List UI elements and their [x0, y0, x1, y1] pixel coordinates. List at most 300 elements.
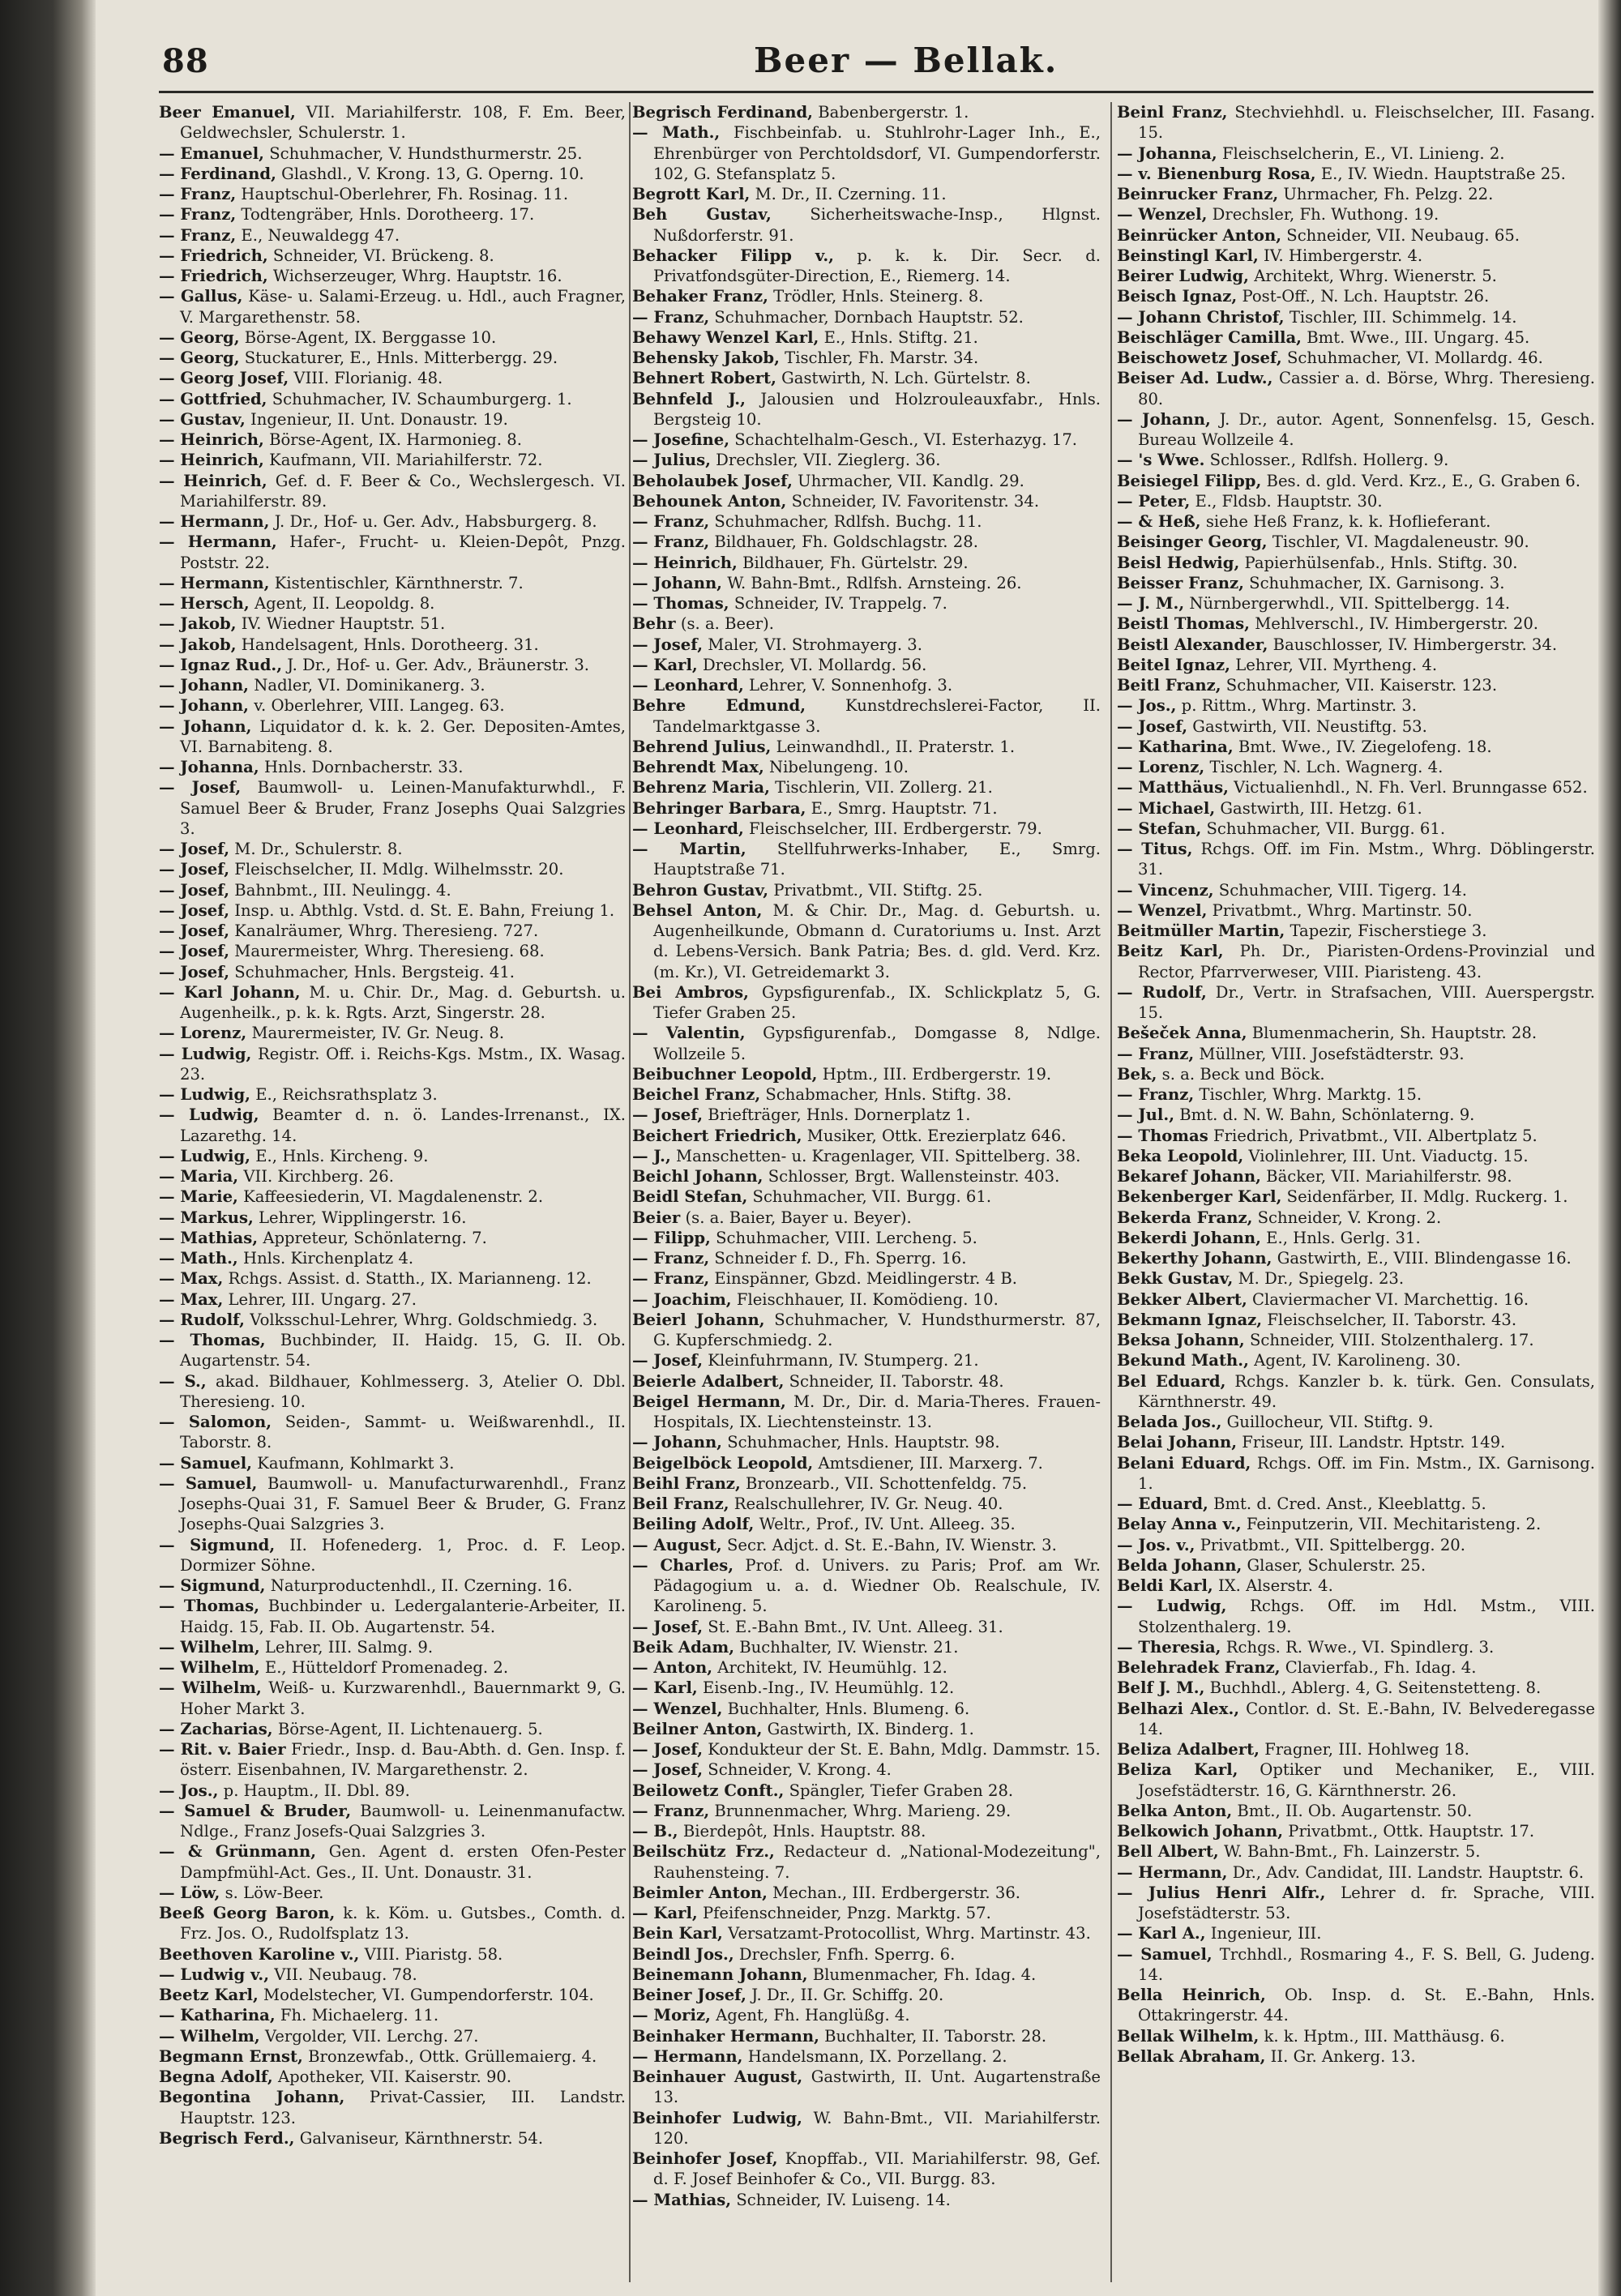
entry-headword: — Ludwig v., — [159, 1965, 270, 1984]
directory-entry — [632, 839, 1101, 880]
entry-headword: — Sigmund, — [159, 1535, 276, 1554]
directory-entry — [159, 1678, 626, 1719]
directory-entry — [632, 737, 1101, 757]
directory-entry — [1117, 1453, 1595, 1494]
entry-details: Buchbinder, II. Haidg. 15, G. II. Ob. Augartenstr. 54. — [180, 1331, 626, 1370]
entry-details: Mechan., III. Erdbergerstr. 36. — [767, 1883, 1021, 1902]
entry-details: Schuhmacher, IV. Schaumburgerg. 1. — [267, 389, 572, 408]
directory-entry — [159, 1781, 626, 1801]
entry-headword: — Josef, — [632, 1617, 704, 1636]
entry-headword: — Emanuel, — [159, 143, 264, 163]
entry-details: Glashdl., V. Krong. 13, G. Operng. 10. — [276, 164, 584, 183]
entry-details: Schuhmacher, VII. Kaiserstr. 123. — [1221, 676, 1498, 695]
entry-headword: — Johann, — [632, 573, 723, 592]
entry-headword: — Friedrich, — [159, 267, 268, 285]
entry-details: Schuhmacher, VIII. Tigerg. 14. — [1213, 880, 1467, 900]
entry-details: Spängler, Tiefer Graben 28. — [784, 1781, 1014, 1800]
directory-entry — [159, 1739, 626, 1781]
directory-entry — [1117, 573, 1595, 593]
entry-headword: Begontina Johann, — [159, 2088, 345, 2107]
entry-headword: Beilschütz Frz., — [632, 1842, 775, 1862]
entry-headword: Behnert Robert, — [632, 369, 776, 388]
entry-headword: Beinhofer Josef, — [632, 2149, 778, 2168]
entry-headword: — Wenzel, — [1117, 900, 1208, 920]
entry-details: Drechsler, VI. Mollardg. 56. — [697, 655, 927, 674]
directory-entry — [1117, 1084, 1595, 1105]
entry-details: Rchgs. Kanzler b. k. türk. Gen. Consulats, Kärnthnerstr. 49. — [1138, 1371, 1595, 1411]
directory-column-2 — [632, 102, 1101, 2282]
entry-headword: Behre Edmund, — [632, 696, 806, 716]
directory-entry — [159, 1044, 626, 1085]
entry-details: Wichserzeuger, Whrg. Hauptstr. 16. — [267, 267, 562, 285]
entry-details: Bauschlosser, IV. Himbergerstr. 34. — [1268, 635, 1558, 654]
entry-headword: Beibuchner Leopold, — [632, 1064, 818, 1084]
entry-headword: — Leonhard, — [632, 819, 744, 838]
directory-entry — [1117, 1576, 1595, 1596]
entry-details: Gastwirth, E., VIII. Blindengasse 16. — [1272, 1249, 1572, 1268]
entry-details: Maurermeister, IV. Gr. Neug. 8. — [246, 1024, 505, 1043]
directory-entry — [1117, 1371, 1595, 1413]
entry-details: Hnls. Dornbacherstr. 33. — [259, 758, 464, 776]
entry-details: E., Hütteldorf Promenadeg. 2. — [259, 1658, 509, 1677]
entry-headword: Beer Emanuel, — [159, 103, 296, 122]
entry-headword: Beischowetz Josef, — [1117, 348, 1282, 367]
entry-details: Bäcker, VII. Mariahilferstr. 98. — [1260, 1167, 1512, 1186]
entry-headword: — Wilhelm, — [159, 1658, 260, 1677]
directory-entry — [159, 471, 626, 512]
directory-entry — [159, 880, 626, 900]
entry-details: Tischler, Whrg. Marktg. 15. — [1194, 1085, 1422, 1104]
entry-details: akad. Bildhauer, Kohlmesserg. 3, Atelier O. Dbl. Theresieng. 10. — [180, 1371, 626, 1411]
entry-details: Amtsdiener, III. Marxerg. 7. — [813, 1453, 1043, 1473]
entry-details: Privatbmt., VII. Spittelbergg. 20. — [1195, 1535, 1465, 1554]
entry-headword: Beh Gustav, — [632, 205, 772, 224]
directory-entry — [159, 757, 626, 777]
directory-entry — [632, 655, 1101, 675]
entry-headword: — Georg, — [159, 348, 240, 367]
directory-entry — [1117, 1228, 1595, 1248]
entry-details: Baumwoll- u. Manufacturwarenhdl., Franz Josephs-Quai 31, F. Samuel Beer & Bruder, G. Franz Josephs-Quai Salzgries 3. — [180, 1473, 626, 1534]
directory-entry — [1117, 1514, 1595, 1534]
directory-entry — [1117, 307, 1595, 327]
entry-details: Gef. d. F. Beer & Co., Wechslergesch. VI. Mariahilferstr. 89. — [180, 471, 626, 511]
entry-details: Schneider, VIII. Stolzenthalerg. 17. — [1244, 1331, 1534, 1349]
directory-entry — [159, 655, 626, 675]
directory-entry — [632, 1371, 1101, 1392]
entry-headword: Bešeček Anna, — [1117, 1024, 1247, 1043]
entry-details: Schuhmacher, Hnls. Bergsteig. 41. — [229, 962, 515, 981]
directory-entry — [159, 1903, 626, 1944]
directory-entry — [1117, 757, 1595, 777]
directory-entry — [632, 819, 1101, 839]
directory-entry — [159, 2087, 626, 2128]
entry-headword: Beistl Thomas, — [1117, 614, 1250, 634]
entry-details: Post-Off., N. Lch. Hauptstr. 26. — [1237, 287, 1490, 306]
directory-entry — [632, 1781, 1101, 1801]
entry-headword: — August, — [632, 1535, 722, 1554]
entry-details: Gypsfigurenfab., IX. Schlickplatz 5, G. Tiefer Graben 25. — [653, 982, 1101, 1022]
entry-headword: — Wilhelm, — [159, 1678, 262, 1698]
entry-details: Schabmacher, Hnls. Stiftg. 38. — [760, 1085, 1012, 1104]
entry-headword: Bek, — [1117, 1064, 1157, 1084]
directory-column-3 — [1117, 102, 1595, 2282]
entry-details: VIII. Piaristg. 58. — [359, 1944, 503, 1964]
directory-entry — [1117, 1657, 1595, 1678]
directory-entry — [1117, 1330, 1595, 1350]
entry-details: E., Smrg. Hauptstr. 71. — [806, 798, 998, 818]
entry-headword: — Franz, — [1117, 1085, 1195, 1104]
directory-entry — [159, 1944, 626, 1965]
entry-headword: Beindl Jos., — [632, 1944, 734, 1964]
directory-entry — [1117, 1841, 1595, 1862]
entry-headword: — Thomas — [1117, 1126, 1208, 1145]
directory-entry — [632, 2026, 1101, 2046]
entry-details: Baumwoll- u. Leinenmanufactw. Ndlge., Franz Josefs-Quai Salzgries 3. — [180, 1801, 626, 1841]
entry-details: Optiker und Mechaniker, E., VIII. Josefstädterstr. 16, G. Kärnthnerstr. 26. — [1138, 1760, 1595, 1800]
entry-details: E., Hnls. Gerlg. 31. — [1260, 1228, 1421, 1247]
entry-details: Buchhalter, IV. Wienstr. 21. — [734, 1637, 959, 1657]
entry-headword: Beholaubek Josef, — [632, 471, 793, 490]
entry-headword: — Gallus, — [159, 287, 243, 306]
entry-details: Schneider, V. Krong. 2. — [1252, 1208, 1442, 1227]
entry-details: Kondukteur der St. E. Bahn, Mdlg. Dammstr. 15. — [703, 1740, 1101, 1759]
entry-headword: Beichl Johann, — [632, 1167, 763, 1186]
entry-details: Hptm., III. Erdbergerstr. 19. — [817, 1064, 1052, 1084]
entry-headword: — Ludwig, — [159, 1044, 252, 1063]
entry-headword: — Josef, — [632, 1105, 704, 1125]
entry-headword: Bekker Albert, — [1117, 1289, 1247, 1309]
entry-details: Sicherheitswache-Insp., Hlgnst. Nußdorferstr. 91. — [653, 205, 1101, 245]
directory-entry — [632, 2067, 1101, 2108]
directory-entry — [632, 122, 1101, 184]
directory-entry — [632, 307, 1101, 327]
entry-headword: Beiser Ad. Ludw., — [1117, 369, 1273, 388]
directory-entry — [159, 921, 626, 941]
directory-entry — [632, 1944, 1101, 1965]
entry-headword: — Math., — [159, 1249, 238, 1268]
entry-headword: Beinl Franz, — [1117, 103, 1228, 122]
entry-details: Hauptschul-Oberlehrer, Fh. Rosinag. 11. — [236, 185, 569, 203]
page-gutter-shadow — [0, 0, 96, 2296]
entry-details: Knopffab., VII. Mariahilferstr. 98, Gef. d. F. Josef Beinhofer & Co., VII. Burgg. 83. — [653, 2149, 1101, 2189]
entry-details: Buchbinder u. Ledergalanterie-Arbeiter, II. Haidg. 15, Fab. II. Ob. Augartenstr. 54. — [180, 1597, 626, 1636]
directory-entry — [1117, 1126, 1595, 1146]
entry-headword: — Franz, — [632, 1249, 710, 1268]
entry-headword: Beirer Ludwig, — [1117, 267, 1249, 285]
directory-entry — [632, 695, 1101, 737]
directory-entry — [159, 2005, 626, 2025]
entry-headword: — Ignaz Rud., — [159, 655, 283, 674]
directory-entry — [1117, 1350, 1595, 1370]
entry-headword: Beetz Karl, — [159, 1986, 259, 2004]
entry-details: Manschetten- u. Kragenlager, VII. Spittelberg. 38. — [670, 1146, 1081, 1165]
directory-entry — [1117, 941, 1595, 982]
entry-details: Architekt, Whrg. Wienerstr. 5. — [1248, 267, 1497, 285]
entry-headword: — Eduard, — [1117, 1494, 1208, 1513]
directory-entry — [632, 1617, 1101, 1637]
entry-details: Appreteur, Schönlaterng. 7. — [258, 1228, 487, 1247]
entry-details: J. Dr., autor. Agent, Sonnenfelsg. 15, Gesch. Bureau Wollzeile 4. — [1138, 409, 1595, 449]
entry-details: Bes. d. gld. Verd. Krz., E., G. Graben 6. — [1261, 471, 1580, 490]
entry-headword: — Johann, — [159, 676, 250, 695]
column-divider — [1110, 102, 1112, 2282]
directory-entry — [632, 1535, 1101, 1555]
entry-headword: — Thomas, — [632, 594, 729, 613]
entry-headword: Beldi Karl, — [1117, 1576, 1213, 1595]
entry-details: Lehrer, Wipplingerstr. 16. — [253, 1208, 467, 1227]
directory-entry — [1117, 1555, 1595, 1576]
entry-headword: — Ludwig, — [159, 1146, 250, 1165]
entry-headword: Belda Johann, — [1117, 1555, 1242, 1575]
directory-entry — [632, 900, 1101, 982]
directory-entry — [632, 246, 1101, 287]
entry-headword: Beliza Adalbert, — [1117, 1740, 1260, 1759]
directory-entry — [632, 348, 1101, 368]
entry-headword: — Josefine, — [632, 430, 730, 449]
directory-entry — [1117, 819, 1595, 839]
entry-details: Agent, Fh. Hanglüßg. 4. — [710, 2006, 910, 2025]
entry-details: Dr., Vertr. in Strafsachen, VIII. Auerspergstr. 15. — [1138, 982, 1595, 1022]
entry-headword: — Franz, — [159, 185, 237, 203]
entry-headword: Beka Leopold, — [1117, 1146, 1244, 1165]
entry-details: Kaufmann, VII. Mariahilferstr. 72. — [263, 451, 543, 470]
entry-headword: — Heinrich, — [632, 553, 738, 572]
entry-headword: — Johann, — [159, 716, 252, 736]
directory-entry — [159, 1208, 626, 1228]
entry-headword: — Franz, — [1117, 1044, 1195, 1063]
entry-headword: Beisch Ignaz, — [1117, 287, 1238, 306]
entry-details: Musiker, Ottk. Erezierplatz 646. — [802, 1126, 1067, 1145]
entry-details: Handelsmann, IX. Porzellang. 2. — [742, 2046, 1007, 2066]
entry-details: Rchgs. Assist. d. Statth., IX. Marianneng. 12. — [223, 1269, 592, 1289]
entry-headword: — Franz, — [632, 1269, 710, 1289]
entry-headword: Begna Adolf, — [159, 2067, 273, 2086]
entry-headword: Belehradek Franz, — [1117, 1658, 1281, 1677]
entry-details: Schneider f. D., Fh. Sperrg. 16. — [709, 1249, 967, 1268]
directory-entry — [1117, 1596, 1595, 1637]
directory-entry — [632, 511, 1101, 532]
directory-entry — [159, 1289, 626, 1310]
entry-details: Schneider, IV. Luiseng. 14. — [731, 2190, 951, 2209]
entry-details: Ob. Insp. d. St. E.-Bahn, Hnls. Ottakringerstr. 44. — [1138, 1986, 1595, 2025]
directory-entry — [1117, 1944, 1595, 1986]
directory-entry — [1117, 225, 1595, 246]
entry-headword: Beilner Anton, — [632, 1719, 763, 1738]
directory-entry — [1117, 839, 1595, 880]
entry-details: Schuhmacher, Dornbach Hauptstr. 52. — [709, 307, 1024, 327]
entry-headword: — S., — [159, 1371, 207, 1391]
entry-headword: — Michael, — [1117, 798, 1216, 818]
entry-headword: — Wilhelm, — [159, 1637, 260, 1657]
entry-headword: Beisser Franz, — [1117, 573, 1244, 592]
entry-headword: — Ludwig, — [159, 1085, 250, 1104]
entry-headword: Bekmann Ignaz, — [1117, 1310, 1263, 1329]
directory-entry — [632, 1514, 1101, 1534]
entry-headword: — Katharina, — [159, 2006, 276, 2025]
entry-details: Naturproductenhdl., II. Czerning. 16. — [265, 1576, 573, 1595]
entry-headword: Beichert Friedrich, — [632, 1126, 802, 1145]
entry-headword: Beik Adam, — [632, 1637, 735, 1657]
entry-headword: — Hermann, — [159, 512, 270, 531]
entry-details: Leinwandhdl., II. Praterstr. 1. — [771, 737, 1016, 756]
entry-headword: — Josef, — [159, 942, 230, 961]
entry-details: Schuhmacher, Hnls. Hauptstr. 98. — [722, 1433, 1000, 1452]
directory-entry — [159, 839, 626, 859]
entry-headword: — Lorenz, — [159, 1024, 247, 1043]
entry-details: VIII. Florianig. 48. — [289, 369, 443, 388]
entry-headword: — Rudolf, — [159, 1310, 245, 1329]
directory-entry — [632, 1759, 1101, 1780]
directory-entry — [632, 1392, 1101, 1433]
directory-entry — [159, 409, 626, 430]
entry-details: Bahnbmt., III. Neulingg. 4. — [229, 880, 451, 900]
directory-entry — [632, 1657, 1101, 1678]
entry-details: VII. Neubaug. 78. — [269, 1965, 417, 1984]
directory-entry — [1117, 1044, 1595, 1064]
entry-headword: Beimler Anton, — [632, 1883, 768, 1902]
entry-details: Liquidator d. k. k. 2. Ger. Depositen-Amtes, VI. Barnabiteng. 8. — [180, 716, 626, 756]
entry-details: Registr. Off. i. Reichs-Kgs. Mstm., IX. Wasag. 23. — [180, 1044, 626, 1084]
entry-headword: — Matthäus, — [1117, 778, 1229, 797]
entry-details: VII. Mariahilferstr. 108, F. Em. Beer, Geldwechsler, Schulerstr. 1. — [180, 103, 626, 143]
directory-entry — [1117, 102, 1595, 143]
directory-entry — [159, 1883, 626, 1903]
entry-headword: — Franz, — [632, 1801, 710, 1820]
entry-details: Schuhmacher, IX. Garnisong. 3. — [1243, 573, 1505, 592]
entry-headword: — Peter, — [1117, 491, 1191, 511]
entry-headword: — Johann, — [159, 696, 250, 716]
entry-headword: Bellak Wilhelm, — [1117, 2026, 1260, 2046]
entry-headword: — J. M., — [1117, 594, 1185, 613]
directory-entry — [1117, 1248, 1595, 1268]
entry-details: Nürnbergerwhdl., VII. Spittelbergg. 14. — [1184, 594, 1511, 613]
entry-details: Friedr., Insp. d. Bau-Abth. d. Gen. Insp. f. österr. Eisenbahnen, IV. Margarethenstr. 2. — [180, 1740, 626, 1780]
entry-headword: Beigelböck Leopold, — [632, 1453, 814, 1473]
entry-details: Maurermeister, Whrg. Theresieng. 68. — [229, 942, 545, 961]
directory-entry — [159, 859, 626, 879]
entry-details: Galvaniseur, Kärnthnerstr. 54. — [294, 2128, 544, 2148]
entry-headword: — Karl Johann, — [159, 982, 301, 1002]
directory-entry — [159, 1084, 626, 1105]
entry-headword: — Franz, — [159, 205, 237, 224]
directory-entry — [632, 1923, 1101, 1943]
entry-details: Privatbmt., Whrg. Martinstr. 50. — [1207, 900, 1473, 920]
entry-details: Stuckaturer, E., Hnls. Mitterbergg. 29. — [239, 348, 558, 367]
entry-details: Gen. Agent d. ersten Ofen-Pester Dampfmühl-Act. Ges., II. Unt. Donaustr. 31. — [180, 1842, 626, 1882]
entry-headword: Beethoven Karoline v., — [159, 1944, 360, 1964]
entry-details: Trödler, Hnls. Steinerg. 8. — [768, 287, 984, 306]
entry-details: Feinputzerin, VII. Mechitaristeng. 2. — [1241, 1515, 1542, 1534]
entry-headword: Bekaref Johann, — [1117, 1167, 1261, 1186]
entry-details: Tischlerin, VII. Zollerg. 21. — [769, 778, 993, 797]
entry-details: Schlosser, Brgt. Wallensteinstr. 403. — [763, 1167, 1060, 1186]
entry-details: Agent, II. Leopoldg. 8. — [249, 594, 435, 613]
entry-details: Seiden-, Sammt- u. Weißwarenhdl., II. Taborstr. 8. — [180, 1413, 626, 1452]
directory-entry — [159, 1985, 626, 2005]
entry-headword: — Leonhard, — [632, 676, 744, 695]
entry-details: Briefträger, Hnls. Dornerplatz 1. — [703, 1105, 971, 1125]
entry-details: Bmt. d. Cred. Anst., Kleeblattg. 5. — [1208, 1494, 1486, 1513]
entry-details: Lehrer, III. Salmg. 9. — [259, 1637, 434, 1657]
directory-entry — [159, 1228, 626, 1248]
entry-details: VII. Kirchberg. 26. — [238, 1167, 394, 1186]
directory-entry — [1117, 184, 1595, 204]
entry-details: M. Dr., Schulerstr. 8. — [229, 840, 403, 858]
entry-headword: — Ludwig, — [1117, 1597, 1227, 1616]
entry-details: Papierhülsenfab., Hnls. Stiftg. 30. — [1239, 553, 1518, 572]
directory-entry — [1117, 1678, 1595, 1698]
entry-details: IV. Himbergerstr. 4. — [1258, 246, 1423, 265]
directory-entry — [159, 1146, 626, 1166]
directory-entry — [159, 941, 626, 961]
entry-details: Rchgs. Off. im Fin. Mstm., IX. Garnisong. 1. — [1138, 1453, 1595, 1493]
directory-entry — [632, 2148, 1101, 2190]
entry-headword: Beinhofer Ludwig, — [632, 2108, 802, 2127]
entry-headword: Beil Franz, — [632, 1494, 729, 1513]
directory-entry — [1117, 1186, 1595, 1207]
directory-entry — [1117, 1166, 1595, 1186]
entry-headword: — Josef, — [159, 880, 230, 900]
entry-details: Gastwirth, VII. Neustiftg. 53. — [1187, 716, 1427, 736]
directory-entry — [632, 1719, 1101, 1739]
entry-details: Fischbeinfab. u. Stuhlrohr-Lager Inh., E., Ehrenbürger von Perchtoldsdorf, VI. Gumpendorferstr. 102, G. Stefansplatz 5. — [653, 123, 1101, 183]
entry-headword: Beliza Karl, — [1117, 1760, 1238, 1780]
entry-details: Insp. u. Abthlg. Vstd. d. St. E. Bahn, Freiung 1. — [229, 900, 615, 920]
directory-entry — [1117, 327, 1595, 348]
directory-entry — [1117, 1699, 1595, 1740]
entry-headword: — Josef, — [159, 962, 230, 981]
directory-entry — [1117, 737, 1595, 757]
entry-headword: — Josef, — [159, 900, 230, 920]
entry-details: Drechsler, Fh. Wuthong. 19. — [1207, 205, 1439, 224]
directory-entry — [632, 2190, 1101, 2210]
entry-headword: — Titus, — [1117, 840, 1193, 858]
directory-entry — [632, 1841, 1101, 1883]
entry-headword: — 's Wwe. — [1117, 451, 1205, 470]
entry-headword: — Marie, — [159, 1187, 238, 1207]
entry-details: s. a. Beck und Böck. — [1157, 1064, 1325, 1084]
directory-entry — [159, 1453, 626, 1473]
entry-headword: — Friedrich, — [159, 246, 268, 265]
entry-headword: Belf J. M., — [1117, 1678, 1205, 1698]
directory-entry — [632, 1985, 1101, 2005]
entry-headword: Begrisch Ferd., — [159, 2128, 295, 2148]
entry-details: Buchhdl., Ablerg. 4, G. Seitenstetteng. 8. — [1204, 1678, 1542, 1698]
directory-entry — [159, 1801, 626, 1842]
entry-details: Börse-Agent, IX. Berggasse 10. — [239, 327, 497, 347]
entry-details: Lehrer, III. Ungarg. 27. — [223, 1289, 417, 1309]
directory-entry — [632, 184, 1101, 204]
directory-entry — [632, 1432, 1101, 1452]
entry-headword: — Josef, — [159, 921, 230, 940]
entry-details: Einspänner, Gbzd. Meidlingerstr. 4 B. — [709, 1269, 1017, 1289]
entry-details: II. Gr. Ankerg. 13. — [1265, 2046, 1416, 2066]
entry-details: Bmt., II. Ob. Augartenstr. 50. — [1232, 1801, 1473, 1820]
directory-entry — [159, 511, 626, 532]
entry-headword: — Rit. v. Baier — [159, 1740, 286, 1759]
entry-details: Schuhmacher, VII. Burgg. 61. — [747, 1187, 992, 1207]
directory-entry — [1117, 553, 1595, 573]
entry-headword: — Jul., — [1117, 1105, 1175, 1125]
entry-headword: Behaker Franz, — [632, 287, 768, 306]
directory-entry — [1117, 1535, 1595, 1555]
entry-headword: — Josef, — [632, 1740, 704, 1759]
directory-entry — [1117, 880, 1595, 900]
directory-entry — [159, 430, 626, 450]
entry-details: M. & Chir. Dr., Mag. d. Geburtsh. u. Augenheilkunde, Obmann d. Curatoriums u. Inst. Arzt d. Lebens-Versich. Bank Patria; Bes. d. gld. Verd. Krz. (m. Kr.), VI. Getreidemarkt 3. — [653, 900, 1101, 981]
entry-headword: — Georg, — [159, 327, 240, 347]
directory-entry — [1117, 450, 1595, 470]
